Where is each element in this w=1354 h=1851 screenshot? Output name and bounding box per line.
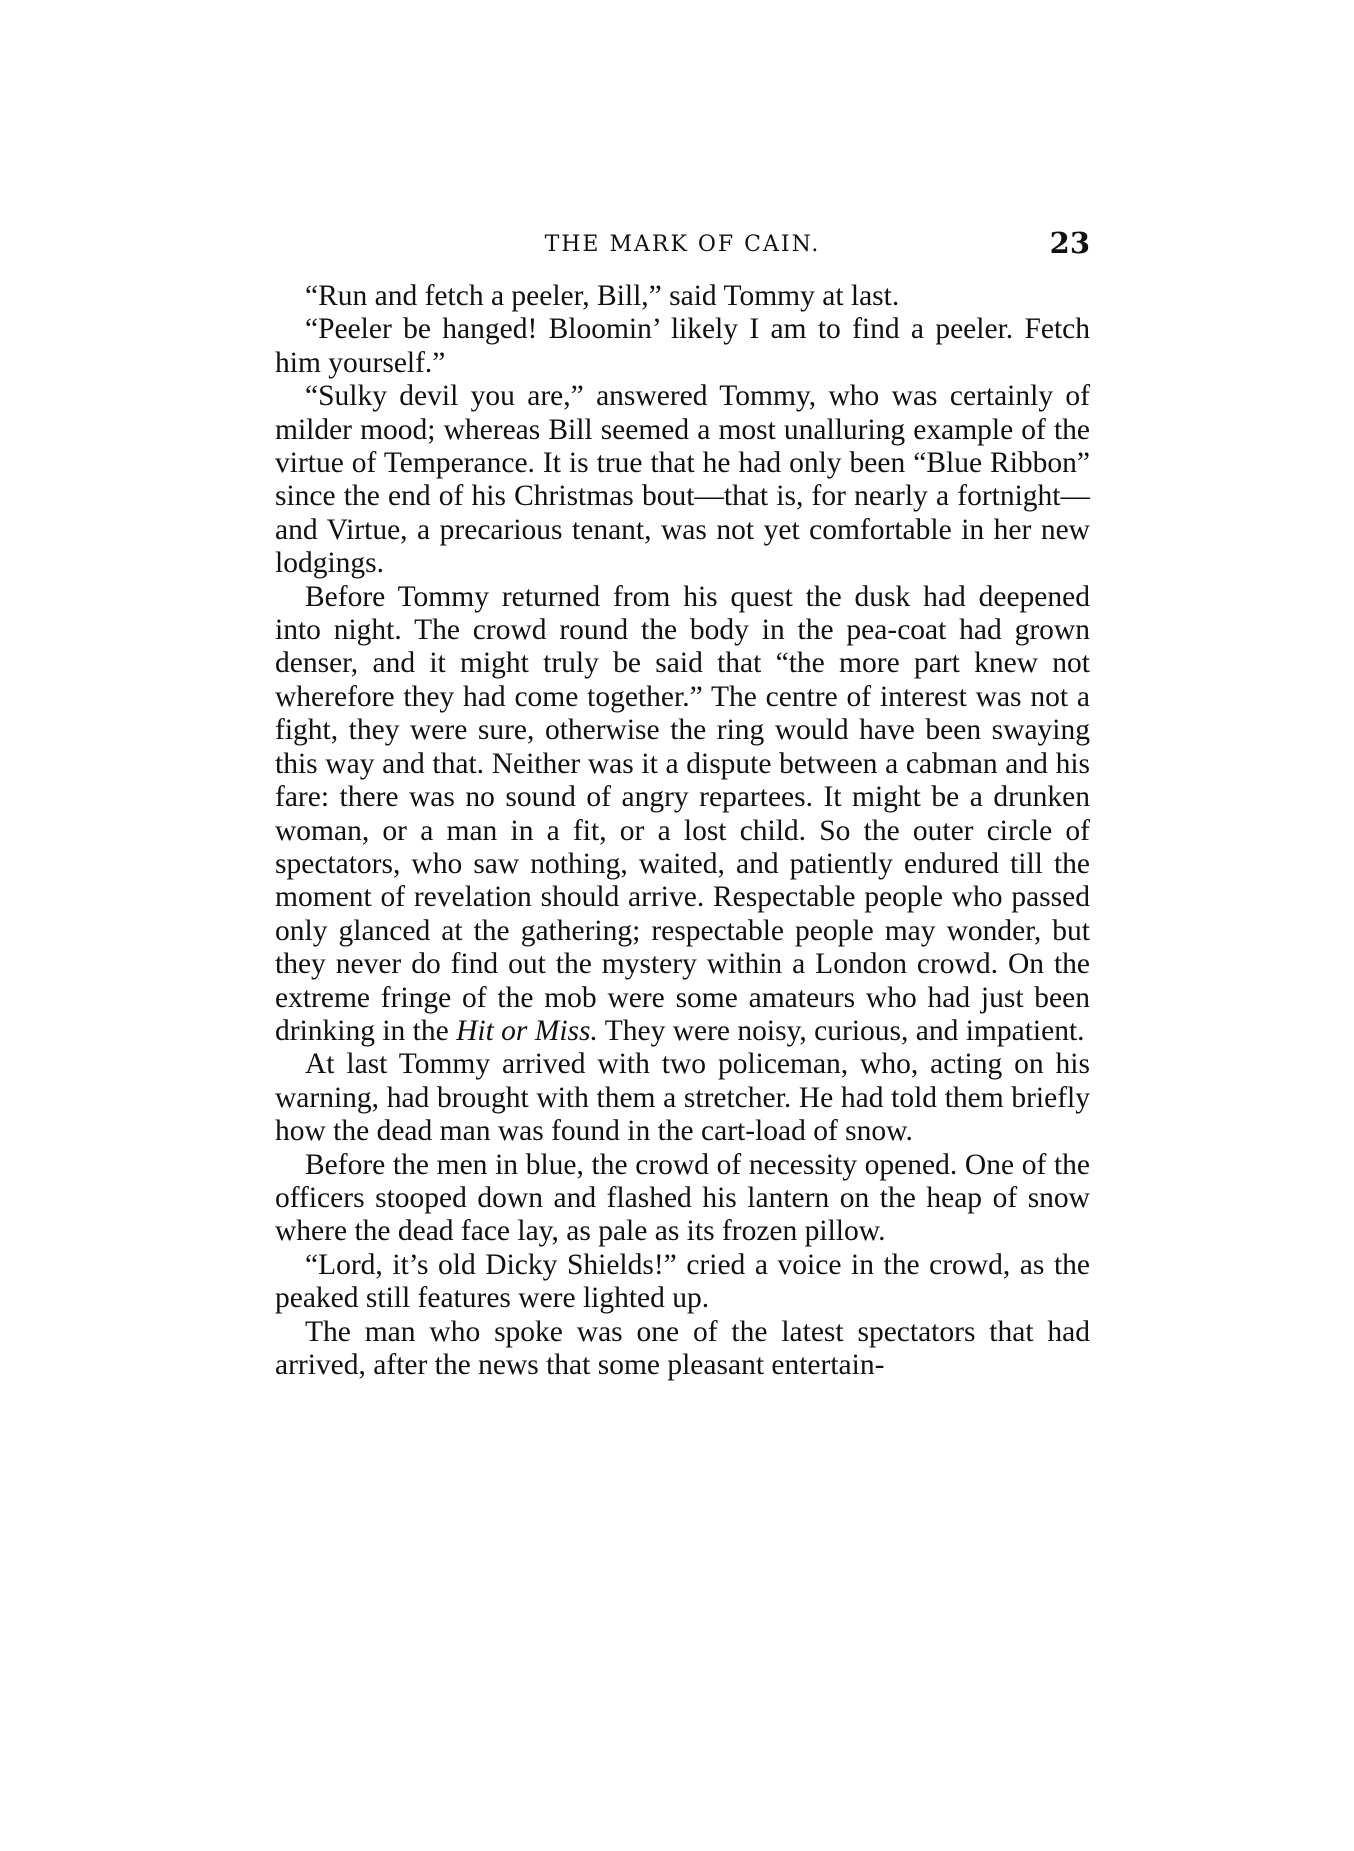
- paragraph-4: [275, 581, 1090, 1049]
- paragraph-6: Before the men in blue, the crowd of necessity opened. One of the officers stooped down and flashed his lantern on the heap of snow where the dead face lay, as pale as its frozen pillow.: [275, 1148, 1090, 1248]
- pub-name: Hit or Miss.: [456, 1014, 598, 1047]
- paragraph-1: “Run and fetch a peeler, Bill,” said Tommy at last.: [305, 280, 900, 312]
- paragraph-3: “Sulky devil you are,” answered Tommy, who was certainly of milder mood; whereas Bill seemed a most unalluring example of the virtue of Temperance. It is true that he had only been “Blue Ribbon” since the end of his Christmas bout—that is, for nearly a fortnight—and Virtue, a precarious tenant, was not yet comfortable in her new lodgings.: [275, 380, 1090, 580]
- running-title: THE MARK OF CAIN.: [544, 232, 821, 257]
- paragraph-2: “Peeler be hanged! Bloomin’ likely I am to find a peeler. Fetch him yourself.”: [275, 313, 1090, 379]
- paragraph-5: At last Tommy arrived with two policeman, who, acting on his warning, had brought with them a stretcher. He had told them briefly how the dead man was found in the cart-load of snow.: [275, 1048, 1090, 1148]
- running-head: [275, 226, 1090, 266]
- paragraph-7: “Lord, it’s old Dicky Shields!” cried a voice in the crowd, as the peaked still features were lighted up.: [275, 1248, 1090, 1315]
- text-body: [275, 280, 1090, 1382]
- paragraph-4-text: Before Tommy returned from his quest the dusk had deepened into night. The crowd round the body in the pea-coat had grown denser, and it might truly be said that “the more part knew not wherefore they had come together.” The centre of interest was not a fight, they were sure, otherwise the ring would have been swaying this way and that. Neither was it a dispute between a cabman and his fare: there was no sound of angry repartees. It might be a drunken woman, or a man in a fit, or a lost child. So the outer circle of spectators, who saw nothing, waited, and patiently endured till the moment of revelation should arrive. Respectable people who passed only glanced at the gathering; respectable people may wonder, but they never do find out the mystery within a London crowd. On the extreme fringe of the mob were some amateurs who had just been drinking in the: [275, 580, 1090, 1047]
- paragraph-8: The man who spoke was one of the latest spectators that had arrived, after the news that some pleasant entertain-: [275, 1315, 1090, 1381]
- paragraph-4-tail: They were noisy, curious, and impatient.: [597, 1014, 1085, 1047]
- page-number: 23: [1049, 226, 1090, 260]
